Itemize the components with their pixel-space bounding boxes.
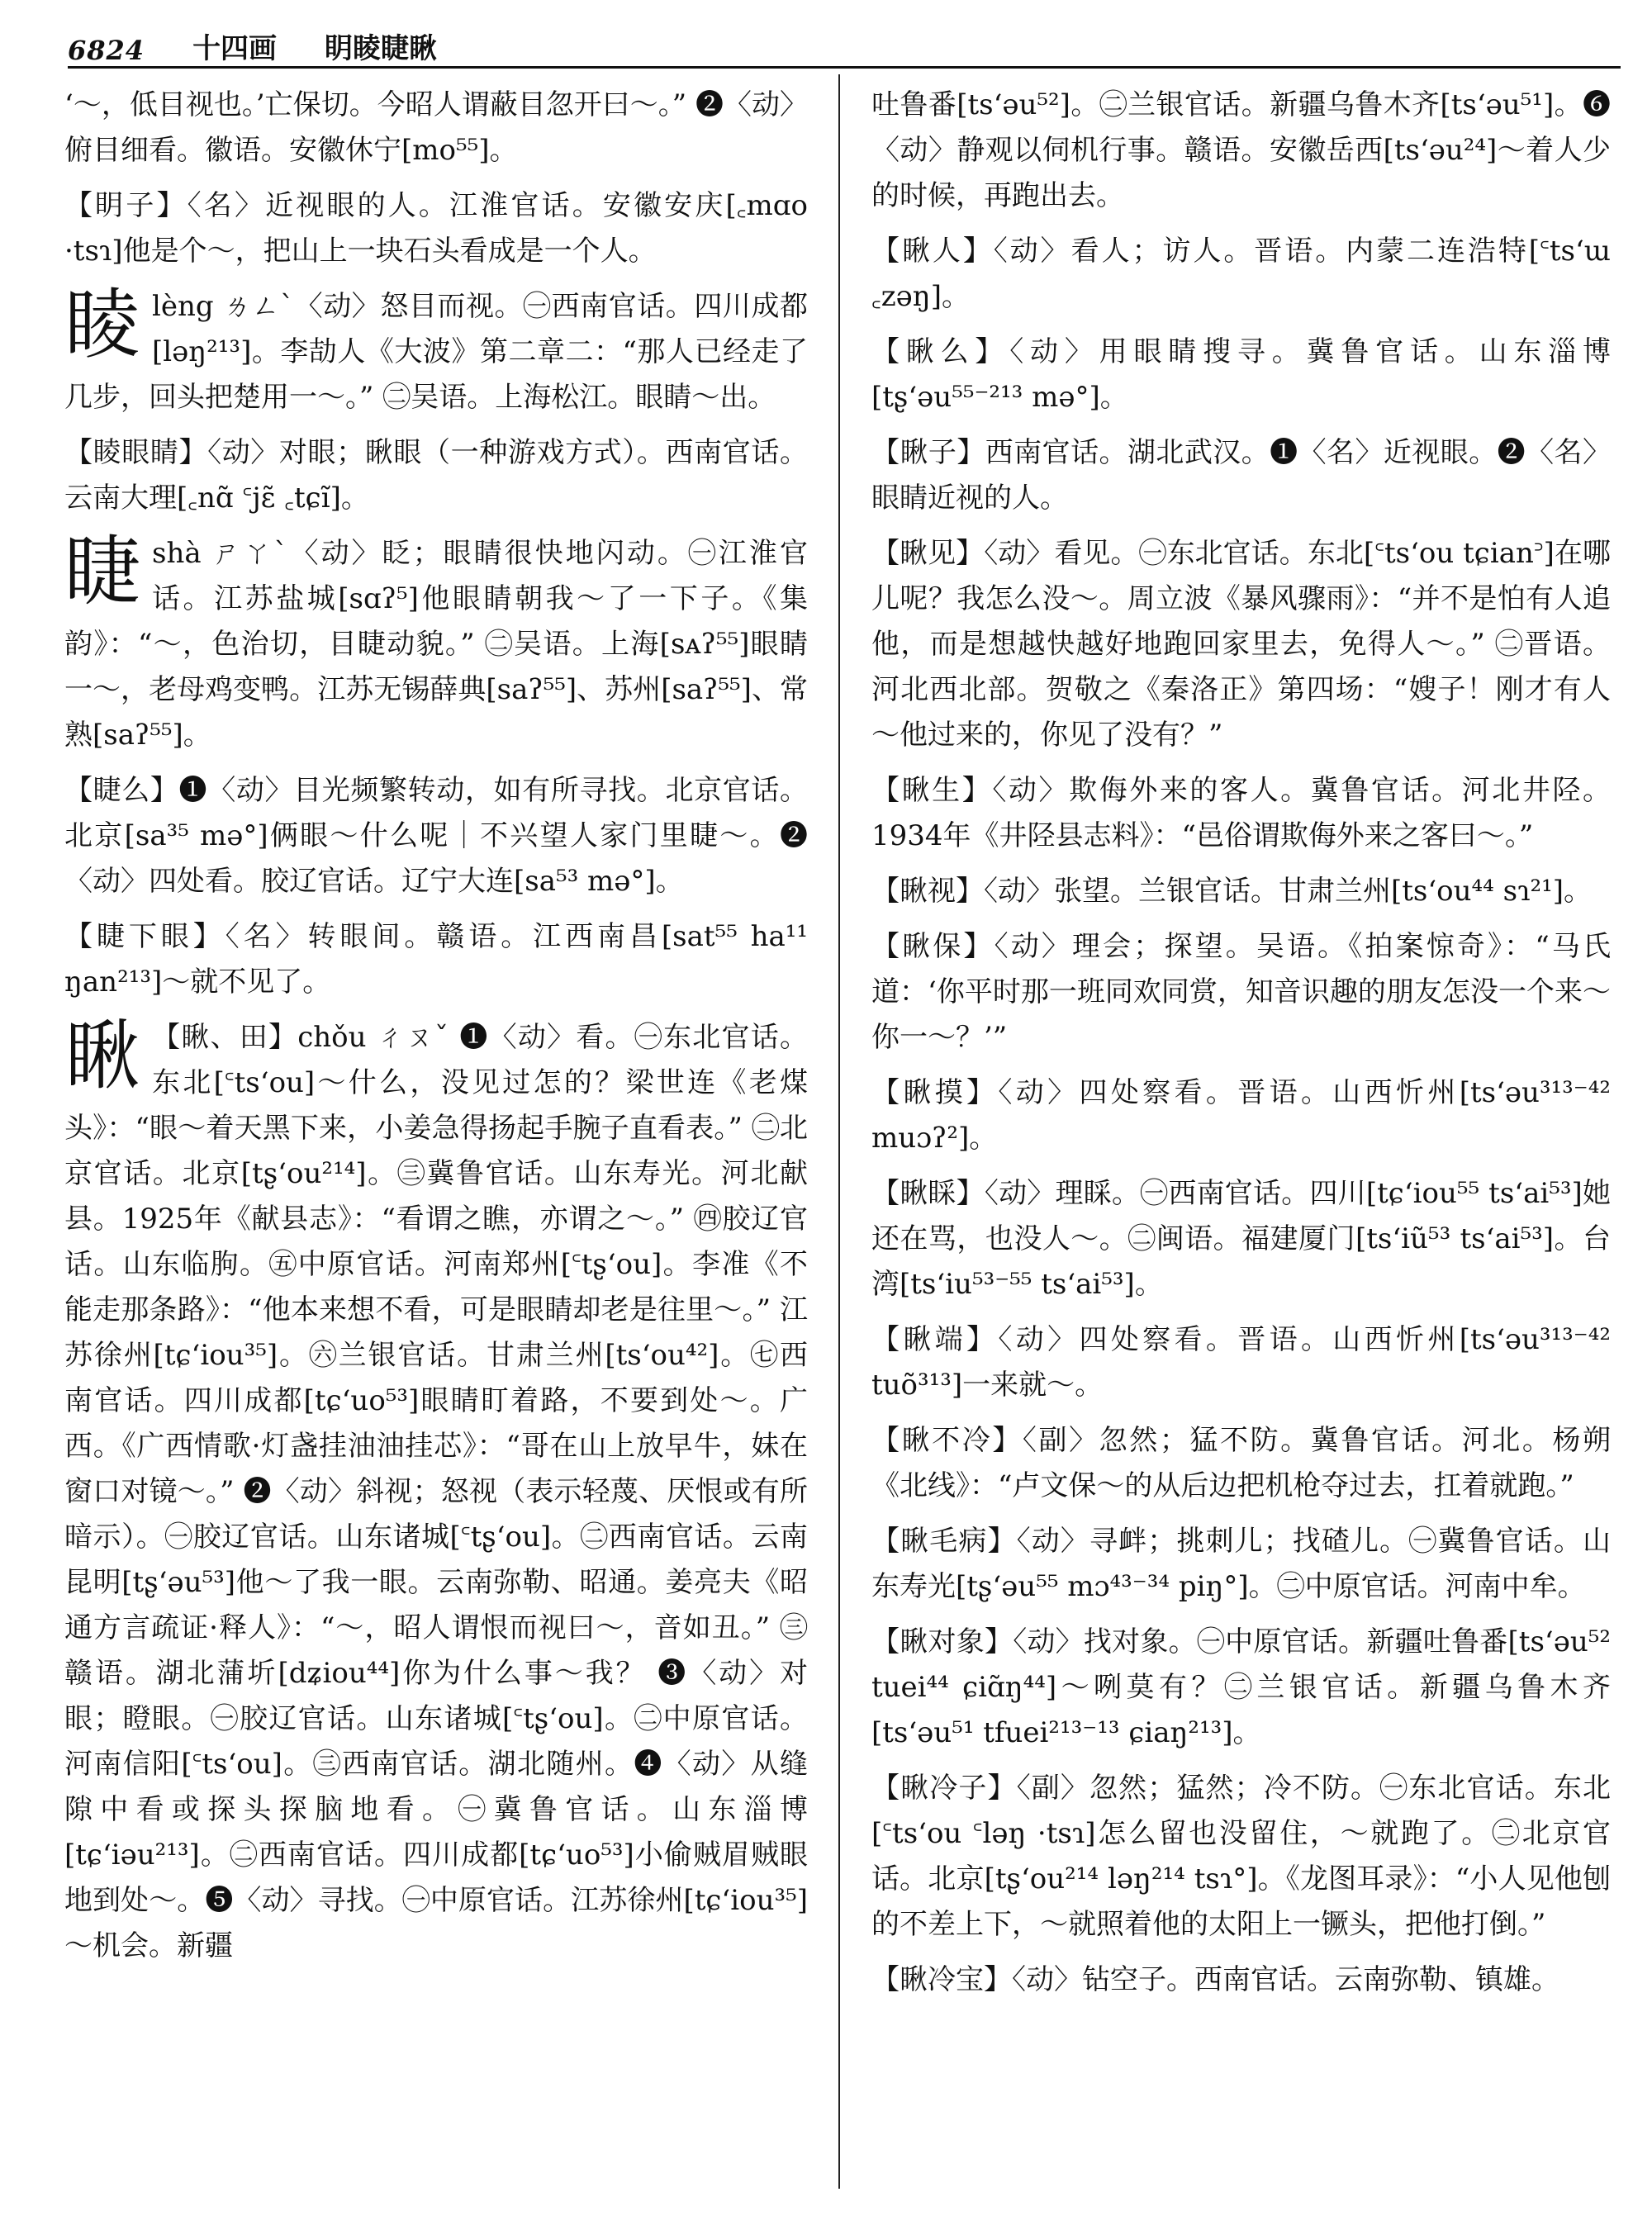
compound-entry: [64, 768, 808, 904]
entry-text: ‘～，低目视也。’亡保切。今昭人谓蔽目忽开曰～。” ❷〈动〉俯目细看。徽语。安徽休宁[mo⁵⁵]。: [64, 88, 808, 167]
headword-entry: [64, 281, 808, 420]
compound-entry: [871, 1766, 1611, 1948]
entry-text: lèng ㄌㄥˋ〈动〉怒目而视。㊀西南官话。四川成都[ləŋ²¹³]。李劼人《大波》第二章二：“那人已经走了几步，回头把楚用一～。” ㊁吴语。上海松江。眼睛～出。: [64, 290, 808, 414]
compound-entry: [871, 1070, 1611, 1161]
entry-text: 【瞅毛病】〈动〉寻衅；挑刺儿；找碴儿。㊀冀鲁官话。山东寿光[tʂʻəu⁵⁵ mɔ⁴³⁻³⁴ piŋ°]。㊁中原官话。河南中牟。: [871, 1525, 1611, 1603]
column-divider: [838, 74, 840, 2189]
entry-text: 【瞅冷宝】〈动〉钻空子。西南官话。云南弥勒、镇雄。: [871, 1963, 1559, 1996]
left-column: [64, 83, 808, 1979]
entry-text: 【瞅保】〈动〉理会；探望。吴语。《拍案惊奇》：“马氏道：‘你平时那一班同欢同赏，知音识趣的朋友怎没一个来～你一～？’”: [871, 930, 1611, 1054]
continued-text: [64, 83, 808, 173]
entry-text: 吐鲁番[tsʻəu⁵²]。㊁兰银官话。新疆乌鲁木齐[tsʻəu⁵¹]。❻〈动〉静观以伺机行事。赣语。安徽岳西[tsʻəu²⁴]～着人少的时候，再跑出去。: [871, 88, 1611, 212]
headword-character: 瞅: [64, 1012, 141, 1100]
page-number: 6824: [68, 35, 145, 66]
header-characters: 眀睖睫瞅: [325, 32, 438, 65]
entry-text: 【瞅么】〈动〉用眼睛搜寻。冀鲁官话。山东淄博[tʂʻəu⁵⁵⁻²¹³ mə°]。: [871, 335, 1611, 414]
entry-text: 【瞅视】〈动〉张望。兰银官话。甘肃兰州[tsʻou⁴⁴ sɿ²¹]。: [871, 875, 1592, 908]
compound-entry: [871, 1519, 1611, 1610]
entry-text: 【瞅端】〈动〉四处察看。晋语。山西忻州[tsʻəu³¹³⁻⁴² tuõ³¹³]一来就～。: [871, 1323, 1611, 1402]
compound-entry: [871, 768, 1611, 859]
entry-text: 【瞅睬】〈动〉理睬。㊀西南官话。四川[tɕʻiou⁵⁵ tsʻai⁵³]她还在骂，也没人～。㊁闽语。福建厦门[tsʻiũ⁵³ tsʻai⁵³]。台湾[tsʻiu⁵³⁻⁵⁵ tsʻai⁵³]。: [871, 1177, 1611, 1301]
headword-character: 睫: [64, 528, 141, 616]
entry-text: 【瞅冷子】〈副〉忽然；猛然；冷不防。㊀东北官话。东北[꜂tsʻou ꜂ləŋ ·tsɿ]怎么留也没留住，～就跑了。㊁北京官话。北京[tʂʻou²¹⁴ ləŋ²¹⁴ tsɿ°]。《龙图耳录》：“小人见他刨的不差上下，～就照着他的太阳上一镢头，把他打倒。”: [871, 1772, 1611, 1941]
entry-text: 【瞅生】〈动〉欺侮外来的客人。冀鲁官话。河北井陉。1934年《井陉县志料》：“邑俗谓欺侮外来之客曰～。”: [871, 774, 1611, 852]
headword-entry: [64, 1012, 808, 1969]
compound-entry: [871, 1317, 1611, 1408]
compound-entry: [64, 183, 808, 274]
entry-text: 【瞅见】〈动〉看见。㊀东北官话。东北[꜂tsʻou tɕian꜄]在哪儿呢？我怎么没～。周立波《暴风骤雨》：“并不是怕有人追他，而是想越快越好地跑回家里去，免得人～。” ㊁晋语。河北西北部。贺敬之《秦洛正》第四场：“嫂子！刚才有人～他过来的，你见了没有？”: [871, 537, 1611, 752]
compound-entry: [64, 914, 808, 1005]
entry-text: 【睫么】❶〈动〉目光频繁转动，如有所寻找。北京官话。北京[sa³⁵ mə°]俩眼～什么呢｜不兴望人家门里睫～。❷〈动〉四处看。胶辽官话。辽宁大连[sa⁵³ mə°]。: [64, 774, 808, 898]
headword-entry: [64, 528, 808, 758]
compound-entry: [871, 869, 1611, 914]
compound-entry: [871, 1418, 1611, 1509]
compound-entry: [871, 1957, 1611, 2003]
entry-text: 【眀子】〈名〉近视眼的人。江淮官话。安徽安庆[꜀mɑo ·tsɿ]他是个～，把山上一块石头看成是一个人。: [64, 189, 808, 268]
compound-entry: [871, 1620, 1611, 1756]
right-column: [871, 83, 1611, 2013]
compound-entry: [871, 430, 1611, 521]
compound-entry: [871, 924, 1611, 1060]
compound-entry: [871, 229, 1611, 320]
compound-entry: [871, 531, 1611, 758]
page-header: [68, 15, 1621, 69]
entry-text: 【瞅不冷】〈副〉忽然；猛不防。冀鲁官话。河北。杨朔《北线》：“卢文保～的从后边把机枪夺过去，扛着就跑。”: [871, 1424, 1611, 1502]
entry-text: 【睖眼睛】〈动〉对眼；瞅眼（一种游戏方式）。西南官话。云南大理[꜀nɑ̃ ꜂jɛ̃ ꜀tɕĩ]。: [64, 436, 808, 515]
compound-entry: [64, 430, 808, 521]
entry-text: 【瞅摸】〈动〉四处察看。晋语。山西忻州[tsʻəu³¹³⁻⁴² muɔʔ²]。: [871, 1076, 1611, 1155]
compound-entry: [871, 330, 1611, 420]
entry-text: 【瞅、田】chǒu ㄔㄡˇ ❶〈动〉看。㊀东北官话。东北[꜂tsʻou]～什么，没见过怎的？梁世连《老煤头》：“眼～着天黑下来，小姜急得扬起手腕子直看表。” ㊁北京官话。北京[tʂʻou²¹⁴]。㊂冀鲁官话。山东寿光。河北献县。1925年《献县志》：“看谓之瞧，亦谓之～。” ㊃胶辽官话。山东临朐。㊄中原官话。河南郑州[꜂tʂʻou]。李准《不能走那条路》：“他本来想不看，可是眼睛却老是往里～。” 江苏徐州[tɕʻiou³⁵]。㊅兰银官话。甘肃兰州[tsʻou⁴²]。㊆西南官话。四川成都[tɕʻuo⁵³]眼睛盯着路，不要到处～。广西。《广西情歌·灯盏挂油油挂芯》：“哥在山上放早牛，妹在窗口对镜～。” ❷〈动〉斜视；怒视（表示轻蔑、厌恨或有所暗示）。㊀胶辽官话。山东诸城[꜂tʂʻou]。㊁西南官话。云南昆明[tʂʻəu⁵³]他～了我一眼。云南弥勒、昭通。姜亮夫《昭通方言疏证·释人》：“～，昭人谓恨而视曰～，音如丑。” ㊂赣语。湖北蒲圻[dʑiou⁴⁴]你为什么事～我？ ❸〈动〉对眼；瞪眼。㊀胶辽官话。山东诸城[꜂tʂʻou]。㊁中原官话。河南信阳[꜂tsʻou]。㊂西南官话。湖北随州。❹〈动〉从缝隙中看或探头探脑地看。㊀冀鲁官话。山东淄博[tɕʻiəu²¹³]。㊁西南官话。四川成都[tɕʻuo⁵³]小偷贼眉贼眼地到处～。❺〈动〉寻找。㊀中原官话。江苏徐州[tɕʻiou³⁵]～机会。新疆: [64, 1021, 808, 1962]
stroke-section: 十四画: [192, 32, 278, 65]
headword-character: 睖: [64, 281, 141, 369]
entry-text: 【睫下眼】〈名〉转眼间。赣语。江西南昌[sat⁵⁵ ha¹¹ ŋan²¹³]～就不见了。: [64, 920, 808, 999]
continued-text: [871, 83, 1611, 219]
entry-text: shà ㄕㄚˋ〈动〉眨；眼睛很快地闪动。㊀江淮官话。江苏盐城[sɑʔ⁵]他眼睛朝我～了一下子。《集韵》：“～，色治切，目睫动貌。” ㊁吴语。上海[sᴀʔ⁵⁵]眼睛一～，老母鸡变鸭。江苏无锡薛典[saʔ⁵⁵]、苏州[saʔ⁵⁵]、常熟[saʔ⁵⁵]。: [64, 537, 808, 752]
entry-text: 【瞅人】〈动〉看人；访人。晋语。内蒙二连浩特[꜂tsʻɯ ꜀zəŋ]。: [871, 235, 1611, 313]
compound-entry: [871, 1171, 1611, 1307]
entry-text: 【瞅子】西南官话。湖北武汉。❶〈名〉近视眼。❷〈名〉眼睛近视的人。: [871, 436, 1611, 515]
entry-text: 【瞅对象】〈动〉找对象。㊀中原官话。新疆吐鲁番[tsʻəu⁵² tuei⁴⁴ ɕiɑ̃ŋ⁴⁴]～咧莫有？㊁兰银官话。新疆乌鲁木齐[tsʻəu⁵¹ tfuei²¹³⁻¹³ ɕiaŋ²¹³]。: [871, 1625, 1611, 1749]
